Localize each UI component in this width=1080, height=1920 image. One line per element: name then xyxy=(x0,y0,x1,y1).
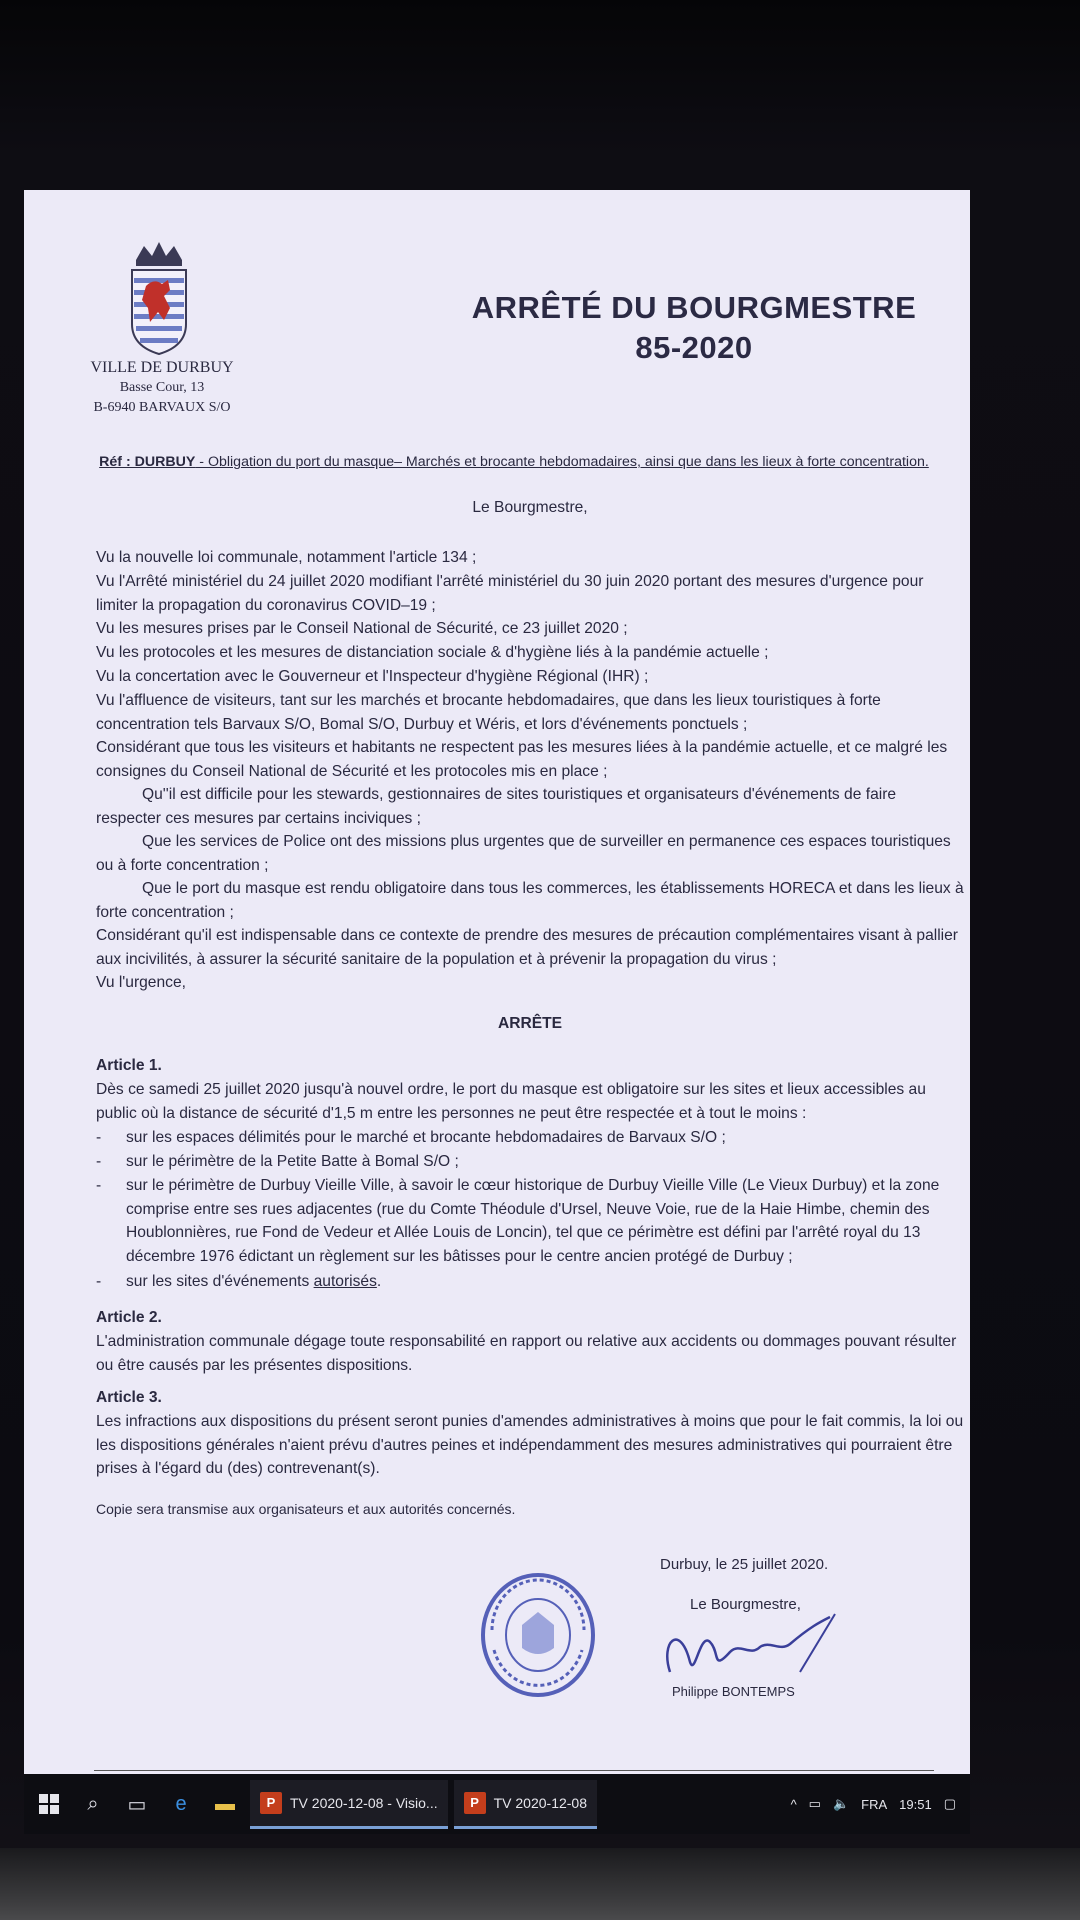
article3-heading: Article 3. xyxy=(96,1389,162,1406)
signatory-role: Le Bourgmestre, xyxy=(690,1596,801,1613)
article1-intro: Dès ce samedi 25 juillet 2020 jusqu'à nouvel ordre, le port du masque est obligatoire sur les sites et lieux accessibles au public où la distance de sécurité d'1,5 m entre les personnes ne peut être respectée et à tout le moins : xyxy=(96,1081,926,1122)
task-view-icon[interactable]: ▭ xyxy=(127,1793,147,1816)
municipality-address xyxy=(82,358,242,418)
municipal-stamp-icon xyxy=(478,1570,598,1700)
consideration: Considérant qu'il est indispensable dans ce contexte de prendre des mesures de précaution complémentaires visant à pallier aux incivilités, à assurer la sécurité sanitaire de la population et à prévenir la propagation du virus ; xyxy=(96,927,958,968)
place-date: Durbuy, le 25 juillet 2020. xyxy=(660,1556,829,1573)
punctuation: . xyxy=(376,1273,382,1290)
consideration: Qu''il est difficile pour les stewards, gestionnaires de sites touristiques et organisateurs d'événements de faire respecter ces mesures par certains inciviques ; xyxy=(96,786,897,827)
consideration: Vu la concertation avec le Gouverneur et l'Inspecteur d'hygiène Régional (IHR) ; xyxy=(96,668,649,685)
notification-icon[interactable]: ▢ xyxy=(943,1796,956,1811)
powerpoint-icon: P xyxy=(260,1792,282,1814)
salutation: Le Bourgmestre, xyxy=(472,499,588,516)
article3-text: Les infractions aux dispositions du présent seront punies d'amendes administratives à moins que pour le fait commis, la loi ou les dispositions générales n'aient prévu d'autres peines et indépendamment des mesures administratives qui pourraient être prises à l'égard du (des) contrevenant(s). xyxy=(96,1413,964,1477)
taskbar-app-label: TV 2020-12-08 xyxy=(493,1794,588,1811)
list-item: - sur les espaces délimités pour le marché et brocante hebdomadaires de Barvaux S/O ; xyxy=(96,1126,964,1150)
powerpoint-icon: P xyxy=(464,1792,486,1814)
document-page xyxy=(24,190,970,1774)
ref-label: Réf : DURBUY xyxy=(99,454,196,470)
consideration: Vu les mesures prises par le Conseil National de Sécurité, ce 23 juillet 2020 ; xyxy=(96,620,628,637)
system-tray xyxy=(791,1796,970,1812)
consideration: Que le port du masque est rendu obligatoire dans tous les commerces, les établissements HORECA et dans les lieux à forte concentration ; xyxy=(96,880,964,921)
consideration: Vu l'Arrêté ministériel du 24 juillet 2020 modifiant l'arrêté ministériel du 30 juin 2020 portant des mesures d'urgence pour limiter la propagation du coronavirus COVID–19 ; xyxy=(96,573,924,614)
network-icon[interactable]: ▭ xyxy=(808,1796,821,1811)
screen xyxy=(24,190,970,1774)
underlined-word: autorisés xyxy=(313,1273,377,1290)
ref-text: - Obligation du port du masque– Marchés et brocante hebdomadaires, ainsi que dans les lieux à forte concentration. xyxy=(195,454,929,470)
search-icon[interactable]: ⌕ xyxy=(87,1792,99,1815)
monitor-stand-edge xyxy=(0,1848,1080,1920)
title-line2: 85-2020 xyxy=(635,330,753,365)
chevron-up-icon[interactable]: ^ xyxy=(790,1796,797,1812)
list-item-text: sur les espaces délimités pour le marché et brocante hebdomadaires de Barvaux S/O ; xyxy=(126,1129,726,1146)
language-indicator[interactable]: FRA xyxy=(861,1796,888,1812)
decree-title xyxy=(444,288,944,368)
signatory-name: Philippe BONTEMPS xyxy=(672,1684,795,1699)
taskbar-app-2[interactable] xyxy=(454,1780,597,1829)
article2-text: L'administration communale dégage toute responsabilité en rapport ou relative aux accidents ou dommages pouvant résulter ou être causés par les présentes dispositions. xyxy=(96,1333,957,1374)
list-item-text: sur les sites d'événements xyxy=(126,1273,314,1290)
windows-taskbar xyxy=(24,1774,970,1834)
consideration: Vu les protocoles et les mesures de distanciation sociale & d'hygiène liés à la pandémie actuelle ; xyxy=(96,644,769,661)
footer-divider xyxy=(94,1770,934,1771)
copy-note: Copie sera transmise aux organisateurs et aux autorités concernés. xyxy=(96,1501,516,1517)
consideration: Considérant que tous les visiteurs et habitants ne respectent pas les mesures liées à la pandémie actuelle, et ce malgré les consignes du Conseil National de Sécurité et les protocoles mis en place ; xyxy=(96,739,948,780)
title-line1: ARRÊTÉ DU BOURGMESTRE xyxy=(471,290,917,325)
clock[interactable]: 19:51 xyxy=(899,1796,932,1812)
list-item: - sur le périmètre de Durbuy Vieille Ville, à savoir le cœur historique de Durbuy Vieille Ville (Le Vieux Durbuy) et la zone comprise entre ses rues adjacentes (rue du Comte Théodule d'Ursel, Neuve Voie, rue de la Haie Himbe, chemin des Houblonnières, rue Fond de Vedeur et Allée Louis de Loncin), tel que ce périmètre est défini par l'arrêté royal du 13 décembre 1976 édictant un règlement sur les bâtisses pour le centre ancien protégé de Durbuy ; xyxy=(96,1174,964,1268)
coat-of-arms-icon xyxy=(124,238,194,356)
signature-block xyxy=(660,1554,880,1703)
address-line1: Basse Cour, 13 xyxy=(119,380,205,395)
list-item: - sur le périmètre de la Petite Batte à Bomal S/O ; xyxy=(96,1150,964,1174)
taskbar-app-label: TV 2020-12-08 - Visio... xyxy=(290,1794,438,1811)
address-line2: B-6940 BARVAUX S/O xyxy=(93,400,231,415)
decree-heading: ARRÊTE xyxy=(497,1015,563,1032)
file-explorer-icon[interactable]: ▬ xyxy=(215,1792,235,1815)
volume-icon[interactable]: 🔈 xyxy=(832,1796,850,1811)
org-name: VILLE DE DURBUY xyxy=(90,359,234,376)
list-item-text: sur le périmètre de la Petite Batte à Bomal S/O ; xyxy=(126,1153,459,1170)
article2-heading: Article 2. xyxy=(96,1309,162,1326)
handwritten-signature-icon xyxy=(650,1612,850,1682)
consideration: Vu l'urgence, xyxy=(96,974,186,991)
consideration: Vu la nouvelle loi communale, notamment l'article 134 ; xyxy=(96,549,477,566)
list-item-text: sur le périmètre de Durbuy Vieille Ville, à savoir le cœur historique de Durbuy Vieille Ville (Le Vieux Durbuy) et la zone comprise entre ses rues adjacentes (rue du Comte Théodule d'Ursel, Neuve Voie, rue de la Haie Himbe, chemin des Houblonnières, rue Fond de Vedeur et Allée Louis de Loncin), tel que ce périmètre est défini par l'arrêté royal du 13 décembre 1976 édictant un règlement sur les bâtisses pour le centre ancien protégé de Durbuy ; xyxy=(126,1177,940,1265)
windows-start-icon[interactable] xyxy=(30,1785,68,1823)
reference-line xyxy=(74,454,954,470)
article1-heading: Article 1. xyxy=(96,1057,162,1074)
list-item: - sur les sites d'événements autorisés. xyxy=(96,1273,382,1290)
consideration: Que les services de Police ont des missions plus urgentes que de surveiller en permanence ces espaces touristiques ou à forte concentration ; xyxy=(96,833,951,874)
edge-browser-icon[interactable]: e xyxy=(175,1792,187,1815)
consideration: Vu l'affluence de visiteurs, tant sur les marchés et brocante hebdomadaires, que dans les lieux touristiques à forte concentration tels Barvaux S/O, Bomal S/O, Durbuy et Wéris, et lors d'événements ponctuels ; xyxy=(96,692,881,733)
taskbar-app-1[interactable] xyxy=(250,1780,448,1829)
